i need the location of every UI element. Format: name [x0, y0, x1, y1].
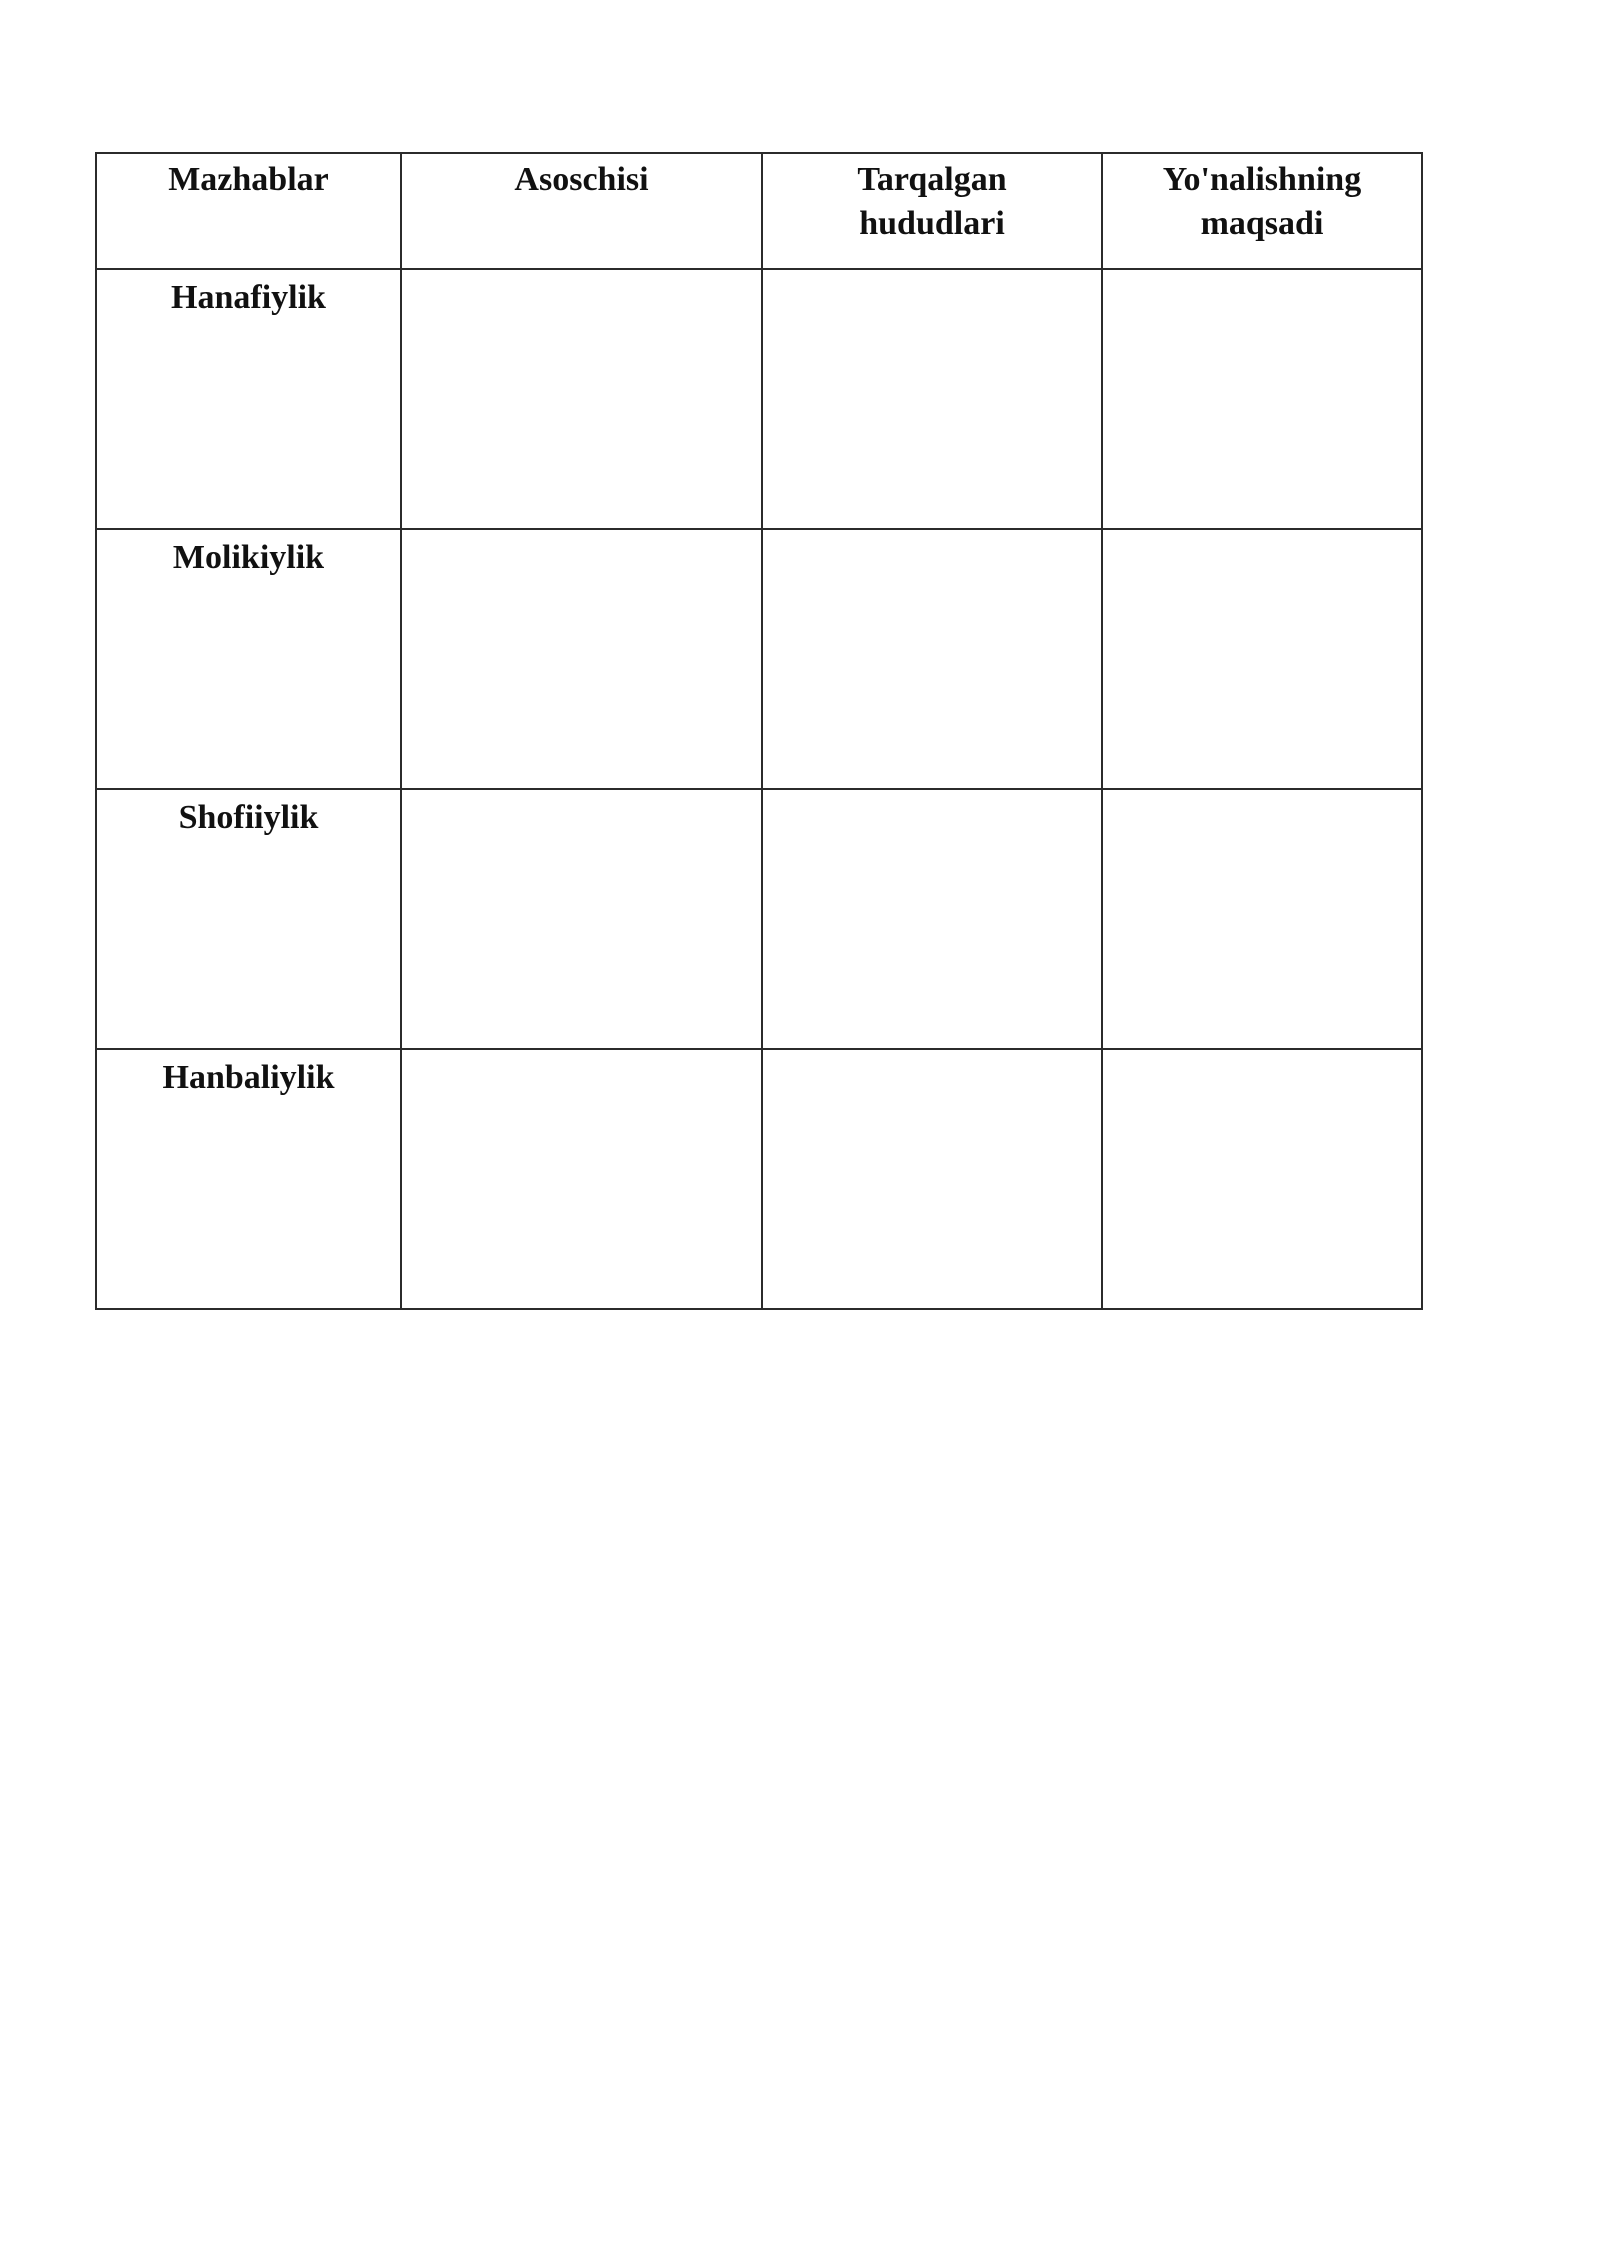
empty-cell[interactable] [1102, 1049, 1422, 1309]
header-mazhablar: Mazhablar [96, 153, 401, 269]
empty-cell[interactable] [1102, 529, 1422, 789]
empty-cell[interactable] [401, 529, 762, 789]
row-label-hanafiylik: Hanafiylik [96, 269, 401, 529]
empty-cell[interactable] [762, 789, 1102, 1049]
row-label-hanbaliylik: Hanbaliylik [96, 1049, 401, 1309]
table-header-row [96, 153, 1422, 269]
empty-cell[interactable] [762, 1049, 1102, 1309]
empty-cell[interactable] [1102, 789, 1422, 1049]
madhhab-table [95, 152, 1423, 1310]
row-label-molikiylik: Molikiylik [96, 529, 401, 789]
empty-cell[interactable] [401, 1049, 762, 1309]
table-row [96, 1049, 1422, 1309]
table-row [96, 269, 1422, 529]
header-yonalishning-maqsadi: Yo'nalishning maqsadi [1102, 153, 1422, 269]
empty-cell[interactable] [1102, 269, 1422, 529]
header-asoschisi: Asoschisi [401, 153, 762, 269]
table-row [96, 529, 1422, 789]
empty-cell[interactable] [401, 269, 762, 529]
header-tarqalgan-hududlari: Tarqalgan hududlari [762, 153, 1102, 269]
empty-cell[interactable] [401, 789, 762, 1049]
empty-cell[interactable] [762, 269, 1102, 529]
row-label-shofiiylik: Shofiiylik [96, 789, 401, 1049]
table-row [96, 789, 1422, 1049]
empty-cell[interactable] [762, 529, 1102, 789]
